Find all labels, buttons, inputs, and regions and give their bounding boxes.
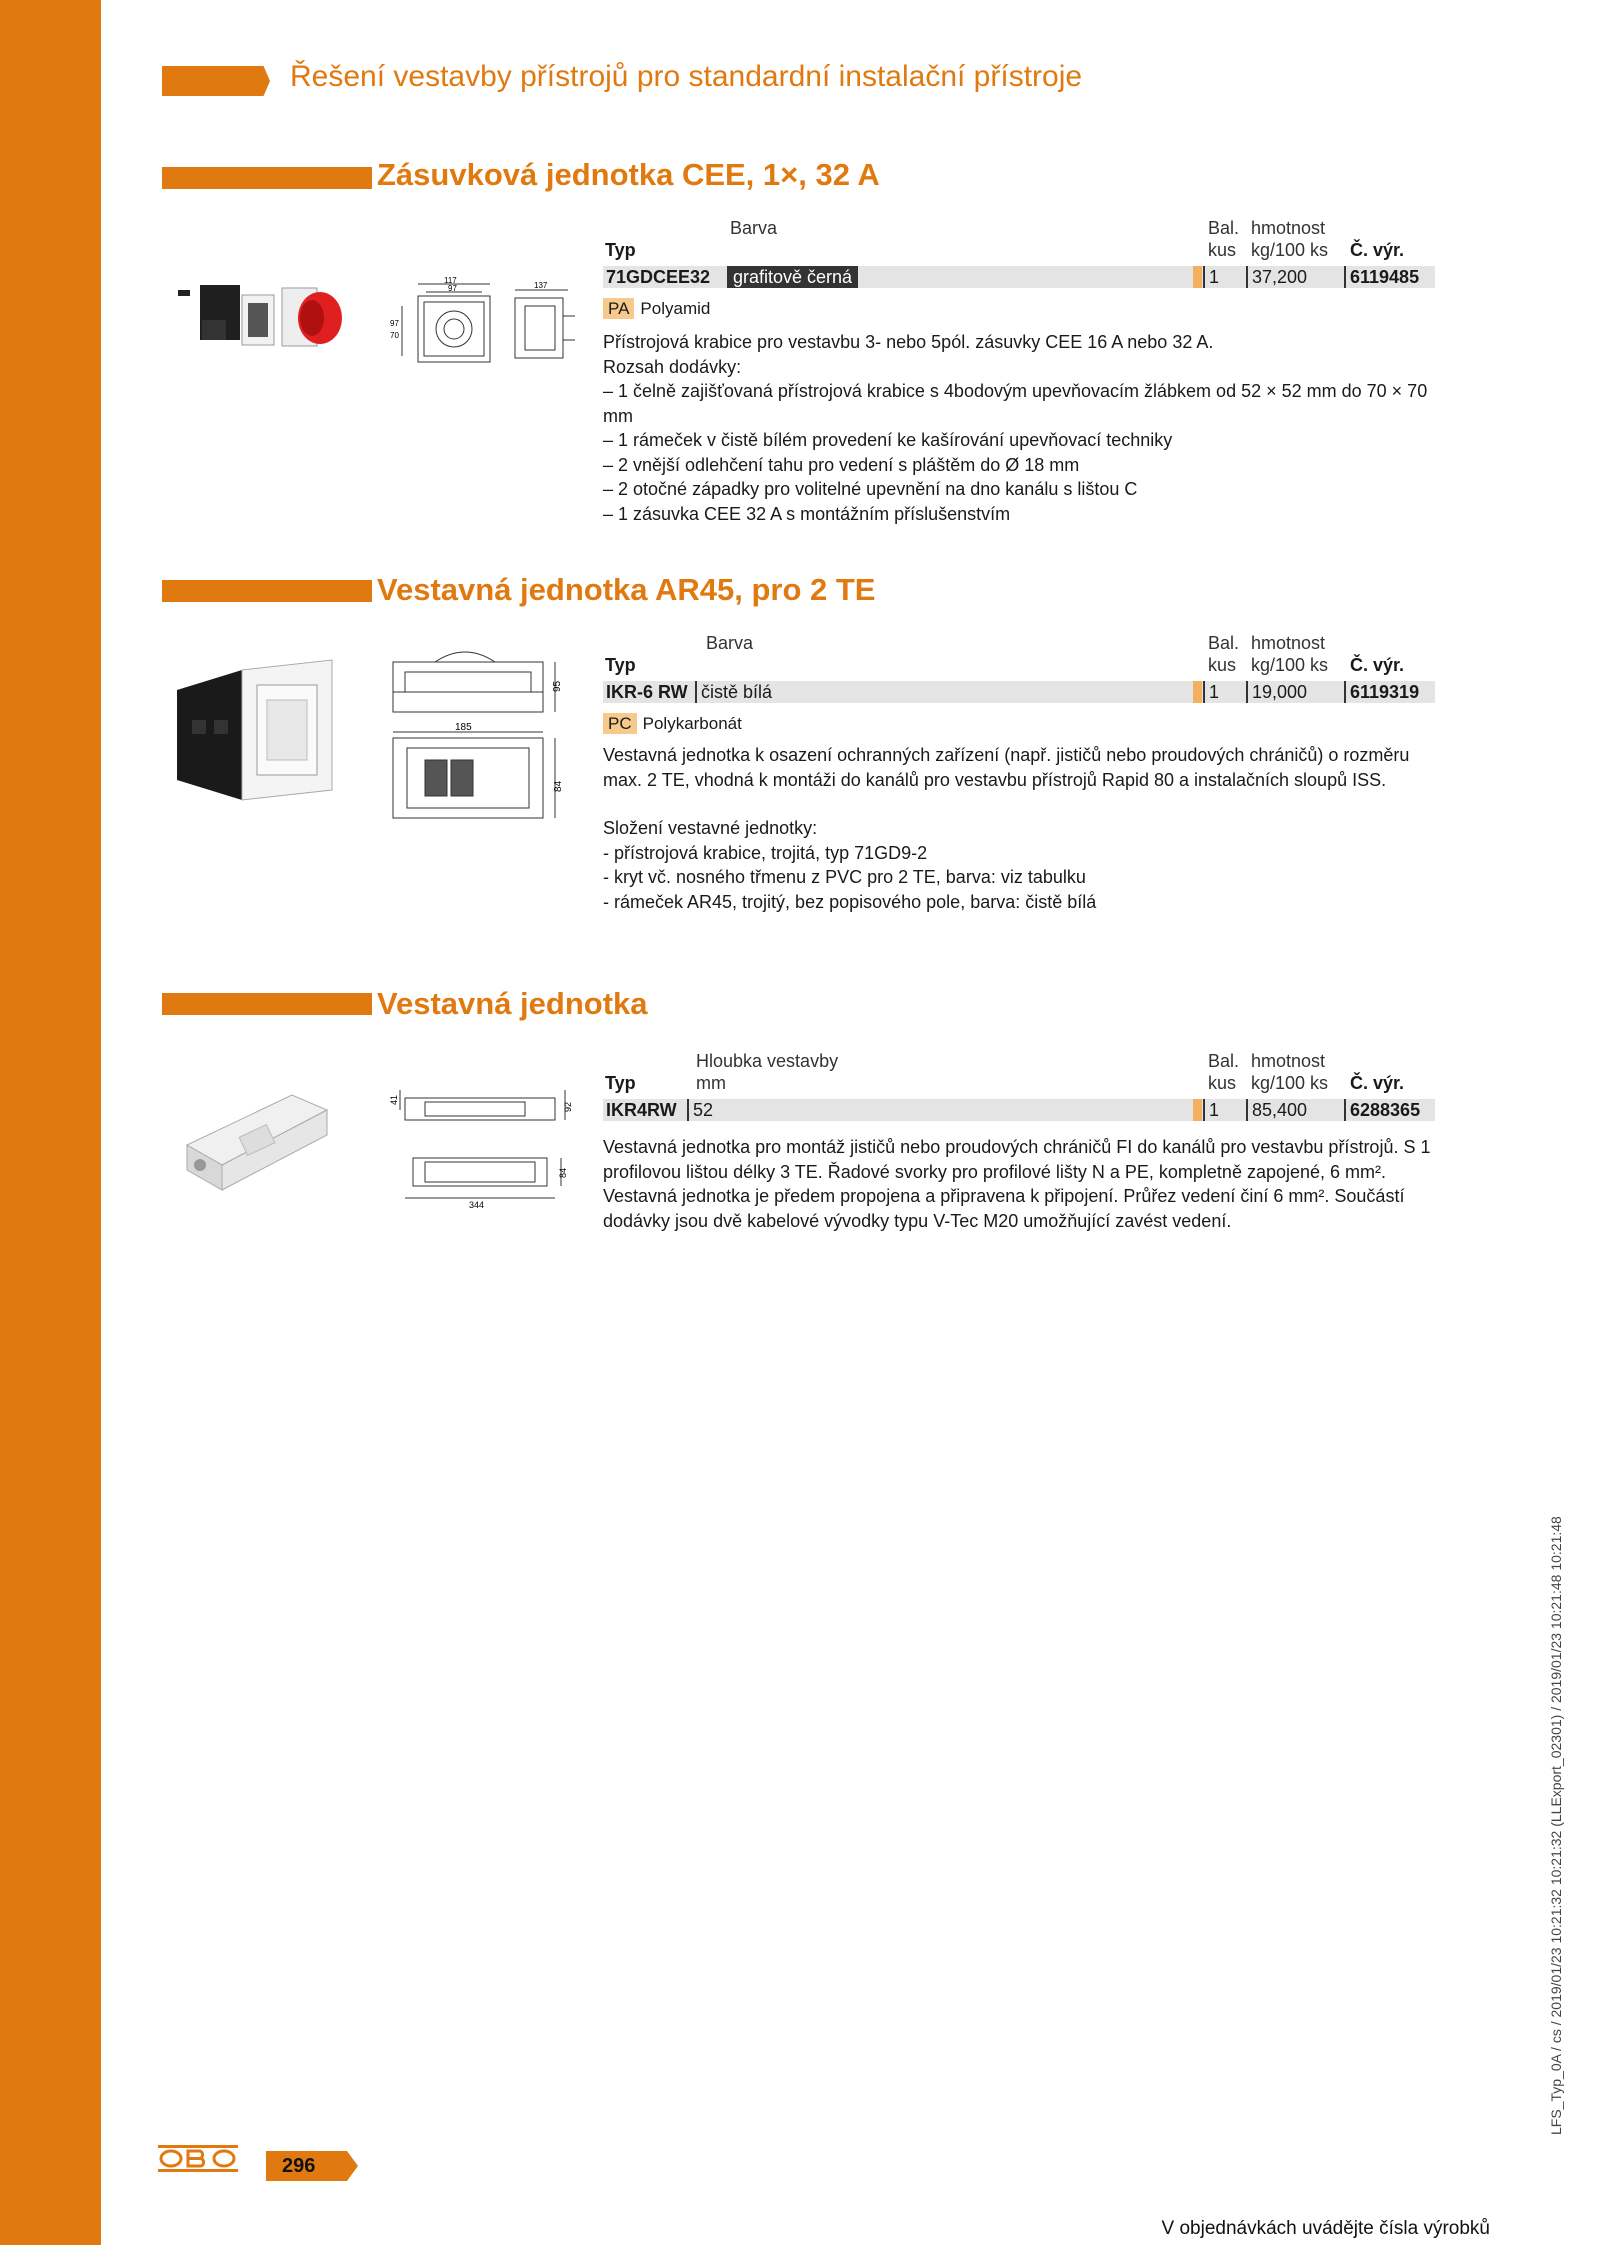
product-bal: 1 [1203, 266, 1219, 288]
description-spacer [603, 792, 1433, 816]
product-weight: 19,000 [1246, 681, 1307, 703]
description-line: – 1 rámeček v čistě bílém provedení ke kašírování upevňovací techniky [603, 430, 1173, 450]
page-number: 296 [282, 2155, 316, 2177]
material-code: PA [603, 298, 634, 319]
column-label-cislo: Č. výr. [1350, 655, 1405, 675]
description-line: – 2 vnější odlehčení tahu pro vedení s pláštěm do Ø 18 mm [603, 454, 1080, 475]
print-metadata: LFS_Typ_0A / cs / 2019/01/23 10:21:32 10:21:32 (LLExport_02301) / 2019/01/23 10:21:48 10:21:48 [1548, 1516, 1564, 2135]
product-type: IKR-6 RW [606, 682, 688, 702]
column-label-typ: Typ [605, 240, 636, 260]
product-type: IKR4RW [606, 1100, 677, 1120]
column-label-hmotnost: hmotnost [1251, 633, 1326, 653]
dim-label: 95 [552, 680, 563, 692]
column-label-unit: mm [696, 1073, 726, 1093]
product-weight: 37,200 [1246, 266, 1307, 288]
dim-label: 117 [444, 276, 457, 285]
material-line [603, 299, 710, 319]
column-label-hmotnost: hmotnost [1251, 1051, 1326, 1071]
column-label-hmotnost-unit: kg/100 ks [1251, 1073, 1329, 1093]
section-title: Zásuvková jednotka CEE, 1×, 32 A [377, 157, 880, 192]
section-bar [162, 580, 372, 602]
ar45-technical-drawing [385, 642, 575, 832]
product-type: 71GDCEE32 [606, 267, 711, 287]
product-number: 6119319 [1344, 681, 1419, 703]
description-line: – 1 čelně zajišťovaná přístrojová krabice s 4bodovým upevňovacím žlábkem od 52 × 52 mm do 70 × 70 mm [603, 381, 1428, 426]
row-marker [1193, 266, 1202, 288]
dim-label: 84 [553, 780, 564, 792]
product-description [603, 743, 1433, 914]
dim-label: 41 [389, 1094, 399, 1105]
description-line: - rámeček AR45, trojitý, bez popisového pole, barva: čistě bílá [603, 891, 1097, 912]
dim-label: 137 [534, 281, 548, 290]
column-label-hmotnost-unit: kg/100 ks [1251, 240, 1329, 260]
description-line: Složení vestavné jednotky: [603, 818, 818, 838]
row-marker [1193, 681, 1202, 703]
product-weight: 85,400 [1246, 1099, 1307, 1121]
column-label-bal: Bal. [1208, 1051, 1240, 1071]
dim-label: 185 [455, 722, 472, 733]
column-label-bal: Bal. [1208, 218, 1240, 238]
footer-note: V objednávkách uvádějte čísla výrobků [1161, 2218, 1490, 2239]
product-description [603, 1135, 1433, 1233]
section-bar [162, 167, 372, 189]
material-line [603, 714, 742, 734]
cee-technical-drawing [390, 276, 580, 366]
row-marker [1193, 1099, 1202, 1121]
description-line: Vestavná jednotka pro montáž jističů nebo proudových chráničů FI do kanálů pro vestavbu přístrojů. S 1 profilovou lištou délky 3 TE. Řadové svorky pro profilové lišty N a PE, kompletně zapojené, 6 mm². Vestavná jednotka je předem propojena a připravena k připojení. Průřez vedení činí 6 mm². Součástí dodávky jsou dvě kabelové vývodky typu V-Tec M20 umožňující zavést vedení. [603, 1137, 1431, 1231]
product-row [603, 266, 1435, 288]
section-bar [162, 993, 372, 1015]
material-name: Polykarbonát [642, 714, 742, 733]
product-number: 6288365 [1344, 1099, 1420, 1121]
product-row [603, 1099, 1435, 1121]
cee-socket-photo [172, 270, 352, 360]
material-code: PC [603, 713, 637, 734]
column-label-kus: kus [1208, 655, 1237, 675]
product-row [603, 681, 1435, 703]
column-label-hloubka: Hloubka vestavby [696, 1051, 839, 1071]
column-label-kus: kus [1208, 1073, 1237, 1093]
material-name: Polyamid [640, 299, 711, 318]
column-label-typ: Typ [605, 655, 636, 675]
description-line: – 1 zásuvka CEE 32 A s montážním příslušenstvím [603, 503, 1011, 524]
dim-label: 70 [390, 331, 399, 340]
obo-logo [158, 2145, 238, 2172]
ar45-unit-photo [172, 650, 342, 810]
product-number: 6119485 [1344, 266, 1419, 288]
section-title: Vestavná jednotka AR45, pro 2 TE [377, 572, 876, 607]
product-description [603, 330, 1433, 526]
column-label-hmotnost-unit: kg/100 ks [1251, 655, 1329, 675]
dim-label: 84 [558, 1167, 568, 1178]
header-tab [162, 66, 270, 96]
column-label-cislo: Č. výr. [1350, 1073, 1405, 1093]
description-line: Rozsah dodávky: [603, 356, 742, 377]
column-label-typ: Typ [605, 1073, 636, 1093]
product-color: čistě bílá [695, 681, 772, 703]
page-title: Řešení vestavby přístrojů pro standardní instalační přístroje [290, 60, 1083, 93]
ikr4rw-technical-drawing [385, 1080, 575, 1210]
dim-label: 92 [563, 1101, 573, 1112]
column-label-cislo: Č. výr. [1350, 240, 1405, 260]
product-depth: 52 [687, 1099, 713, 1121]
section-title: Vestavná jednotka [377, 986, 648, 1021]
ikr4rw-unit-photo [182, 1085, 332, 1205]
column-label-barva: Barva [730, 218, 778, 238]
description-line: – 2 otočné západky pro volitelné upevnění na dno kanálu s lištou C [603, 479, 1138, 499]
description-line: Vestavná jednotka k osazení ochranných zařízení (např. jističů nebo proudových chráničů) o rozměru max. 2 TE, vhodná k montáži do kanálů pro vestavbu přístrojů Rapid 80 a instalačních sloupů ISS. [603, 745, 1410, 790]
product-bal: 1 [1203, 681, 1219, 703]
description-line: Přístrojová krabice pro vestavbu 3- nebo 5pól. zásuvky CEE 16 A nebo 32 A. [603, 332, 1214, 352]
column-label-hmotnost: hmotnost [1251, 218, 1326, 238]
description-line: - kryt vč. nosného třmenu z PVC pro 2 TE, barva: viz tabulku [603, 867, 1086, 887]
dim-label: 97 [448, 284, 457, 293]
sidebar-stripe [0, 0, 101, 2245]
product-color: grafitově černá [727, 266, 858, 288]
column-label-kus: kus [1208, 240, 1237, 260]
column-label-barva: Barva [706, 633, 754, 653]
dim-label: 97 [390, 319, 399, 328]
product-bal: 1 [1203, 1099, 1219, 1121]
dim-label: 344 [469, 1200, 485, 1210]
column-label-bal: Bal. [1208, 633, 1240, 653]
description-line: - přístrojová krabice, trojitá, typ 71GD9-2 [603, 842, 928, 863]
